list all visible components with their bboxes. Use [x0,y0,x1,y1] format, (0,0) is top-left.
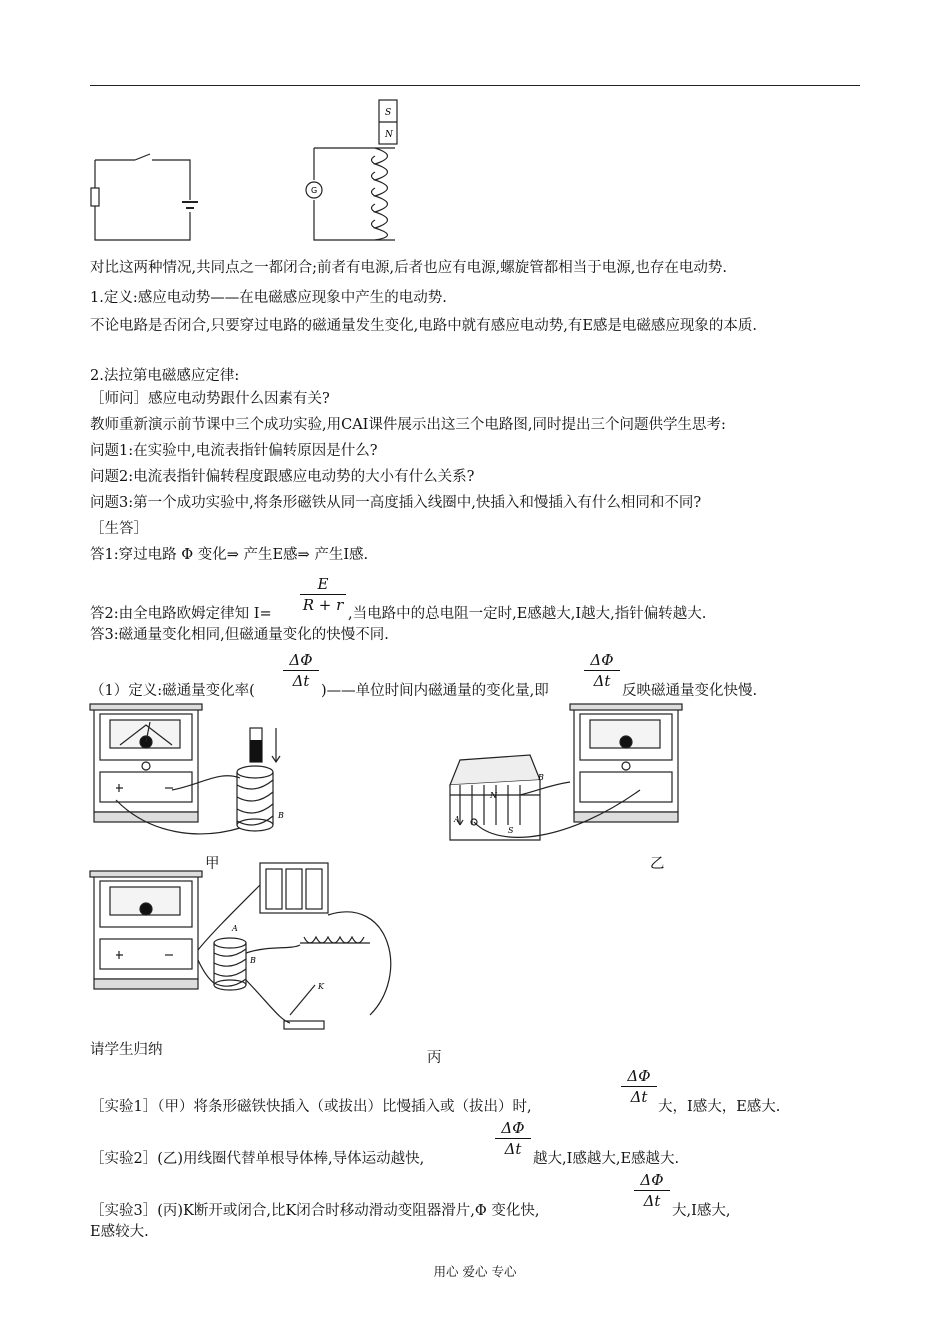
paragraph: ［师问］感应电动势跟什么因素有关? [90,391,330,407]
magnet-n-label: N [385,130,393,140]
flux-rate-fraction [283,650,319,691]
fraction-denominator: Δt [643,1192,661,1210]
fraction-denominator: Δt [504,1140,522,1158]
battery-circuit-diagram [90,150,200,245]
label-k: K [318,982,324,991]
experiment-bing-diagram [90,855,410,1040]
fraction-numerator: ΔΦ [634,1170,670,1191]
paragraph: 问题1:在实验中,电流表指针偏转原因是什么? [90,443,378,459]
label-b: B [250,956,256,965]
label-a: A [454,815,460,824]
paragraph: 1.定义:感应电动势——在电磁感应现象中产生的电动势. [90,290,447,306]
flux-rate-fraction [634,1170,670,1211]
paragraph: E感较大. [90,1224,149,1240]
paragraph: 对比这两种情况,共同点之一都闭合;前者有电源,后者也应有电源,螺旋管都相当于电源,也存在电动势. [90,260,727,276]
fraction-numerator: ΔΦ [495,1118,531,1139]
paragraph: 反映磁通量变化快慢. [622,683,758,699]
label-b: B [538,773,544,782]
paragraph: 不论电路是否闭合,只要穿过电路的磁通量发生变化,电路中就有感应电动势,有E感是电磁感应现象的本质. [90,318,758,334]
paragraph: 答3:磁通量变化相同,但磁通量变化的快慢不同. [90,627,389,643]
paragraph: 请学生归纳 [90,1042,163,1058]
paragraph: 2.法拉第电磁感应定律: [90,368,240,384]
paragraph: ,当电路中的总电阻一定时,E感越大,I越大,指针偏转越大. [348,606,707,622]
paragraph: 大,I感大, [672,1203,731,1219]
label-n: N [490,791,497,800]
flux-rate-fraction [621,1066,657,1107]
paragraph: ［生答］ [90,521,148,537]
experiment-jia-diagram [90,700,320,845]
paragraph: 答2:由全电路欧姆定律知 I= [90,606,272,622]
label-b: B [278,811,284,820]
fraction-denominator: Δt [292,672,310,690]
page-footer: 用心 爱心 专心 [433,1264,517,1279]
paragraph: ［实验1］（甲）将条形磁铁快插入（或拔出）比慢插入或（拔出）时, [90,1099,532,1115]
fraction-numerator: ΔΦ [283,650,319,671]
flux-rate-fraction [584,650,620,691]
ohm-law-fraction [300,574,346,615]
caption-jia: 甲 [205,856,220,872]
galvanometer-label: G [311,186,318,195]
magnet-coil-galvanometer-diagram [300,98,420,243]
header-rule [90,85,860,86]
experiment-yi-diagram [440,700,680,845]
paragraph: ［实验2］(乙)用线圈代替单根导体棒,导体运动越快, [90,1151,425,1167]
paragraph: （1）定义:磁通量变化率( [90,683,255,699]
fraction-numerator: E [300,574,346,595]
paragraph: 问题3:第一个成功实验中,将条形磁铁从同一高度插入线圈中,快插入和慢插入有什么相同和不同? [90,495,702,511]
paragraph: 大，I感大，E感大. [658,1099,781,1115]
fraction-denominator: Δt [630,1088,648,1106]
label-a: A [232,924,238,933]
fraction-numerator: ΔΦ [584,650,620,671]
paragraph: 问题2:电流表指针偏转程度跟感应电动势的大小有什么关系? [90,469,475,485]
magnet-s-label: S [385,108,392,118]
label-s: S [508,826,514,835]
flux-rate-fraction [495,1118,531,1159]
caption-bing: 丙 [427,1050,442,1066]
caption-yi: 乙 [650,856,665,872]
fraction-denominator: R + r [302,596,344,614]
paragraph: 越大,I感越大,E感越大. [533,1151,680,1167]
paragraph: )——单位时间内磁通量的变化量,即 [321,683,549,699]
paragraph: ［实验3］(丙)K断开或闭合,比K闭合时移动滑动变阻器滑片,Φ 变化快, [90,1203,540,1219]
fraction-denominator: Δt [593,672,611,690]
paragraph: 答1:穿过电路 Φ 变化⇒ 产生E感⇒ 产生I感. [90,547,369,563]
paragraph: 教师重新演示前节课中三个成功实验,用CAI课件展示出这三个电路图,同时提出三个问题供学生思考: [90,417,726,433]
fraction-numerator: ΔΦ [621,1066,657,1087]
